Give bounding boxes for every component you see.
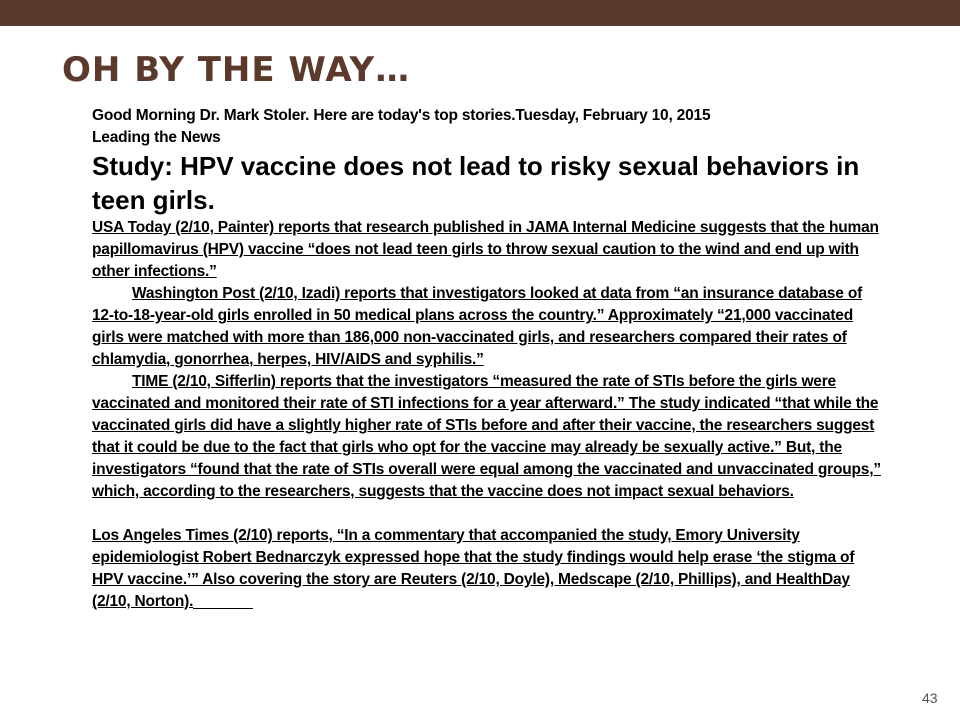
top-bar [0,0,960,26]
paragraph-spacer [92,503,882,525]
paragraph-time: TIME (2/10, Sifferlin) reports that the investigators “measured the rate of STIs before the girls were vaccinated and monitored their rate of STI infections for a year afterward.” The study indicated “that while the vaccinated girls did have a slightly higher rate of STIs before and after their vaccine, the researchers suggest that it could be due to the fact that girls who opt for the vaccine may already be sexually active.” But, the investigators “found that the rate of STIs overall were equal among the vaccinated and unvaccinated groups,” which, according to the researchers, suggests that the vaccine does not impact sexual behaviors. [92,373,881,500]
trailing-underline-rule [193,608,253,609]
paragraph-la-times [92,525,882,613]
article-body [92,105,882,613]
paragraph-la-times-text: Los Angeles Times (2/10) reports, “In a commentary that accompanied the study, Emory University epidemiologist Robert Bednarczyk expressed hope that the study findings would help erase ‘the stigma of HPV vaccine.’” Also covering the story are Reuters (2/10, Doyle), Medscape (2/10, Phillips), and HealthDay (2/10, Norton). [92,527,855,610]
greeting-line: Good Morning Dr. Mark Stoler. Here are today's top stories.Tuesday, February 10, 2015 [92,107,711,124]
section-label: Leading the News [92,129,221,146]
paragraph-washington-post: Washington Post (2/10, Izadi) reports that investigators looked at data from “an insurance database of 12-to-18-year-old girls enrolled in 50 medical plans across the country.” Approximately “21,000 vaccinated girls were matched with more than 186,000 non-vaccinated girls, and researchers compared their rates of chlamydia, gonorrhea, herpes, HIV/AIDS and syphilis.” [92,285,863,368]
page-number: 43 [922,690,938,706]
slide-title: OH BY THE WAY… [62,50,411,90]
paragraph-usa-today: USA Today (2/10, Painter) reports that research published in JAMA Internal Medicine suggests that the human papillomavirus (HPV) vaccine “does not lead teen girls to throw sexual caution to the wind and end up with other infections.” [92,219,879,280]
article-headline: Study: HPV vaccine does not lead to risky sexual behaviors in teen girls. [92,151,860,215]
